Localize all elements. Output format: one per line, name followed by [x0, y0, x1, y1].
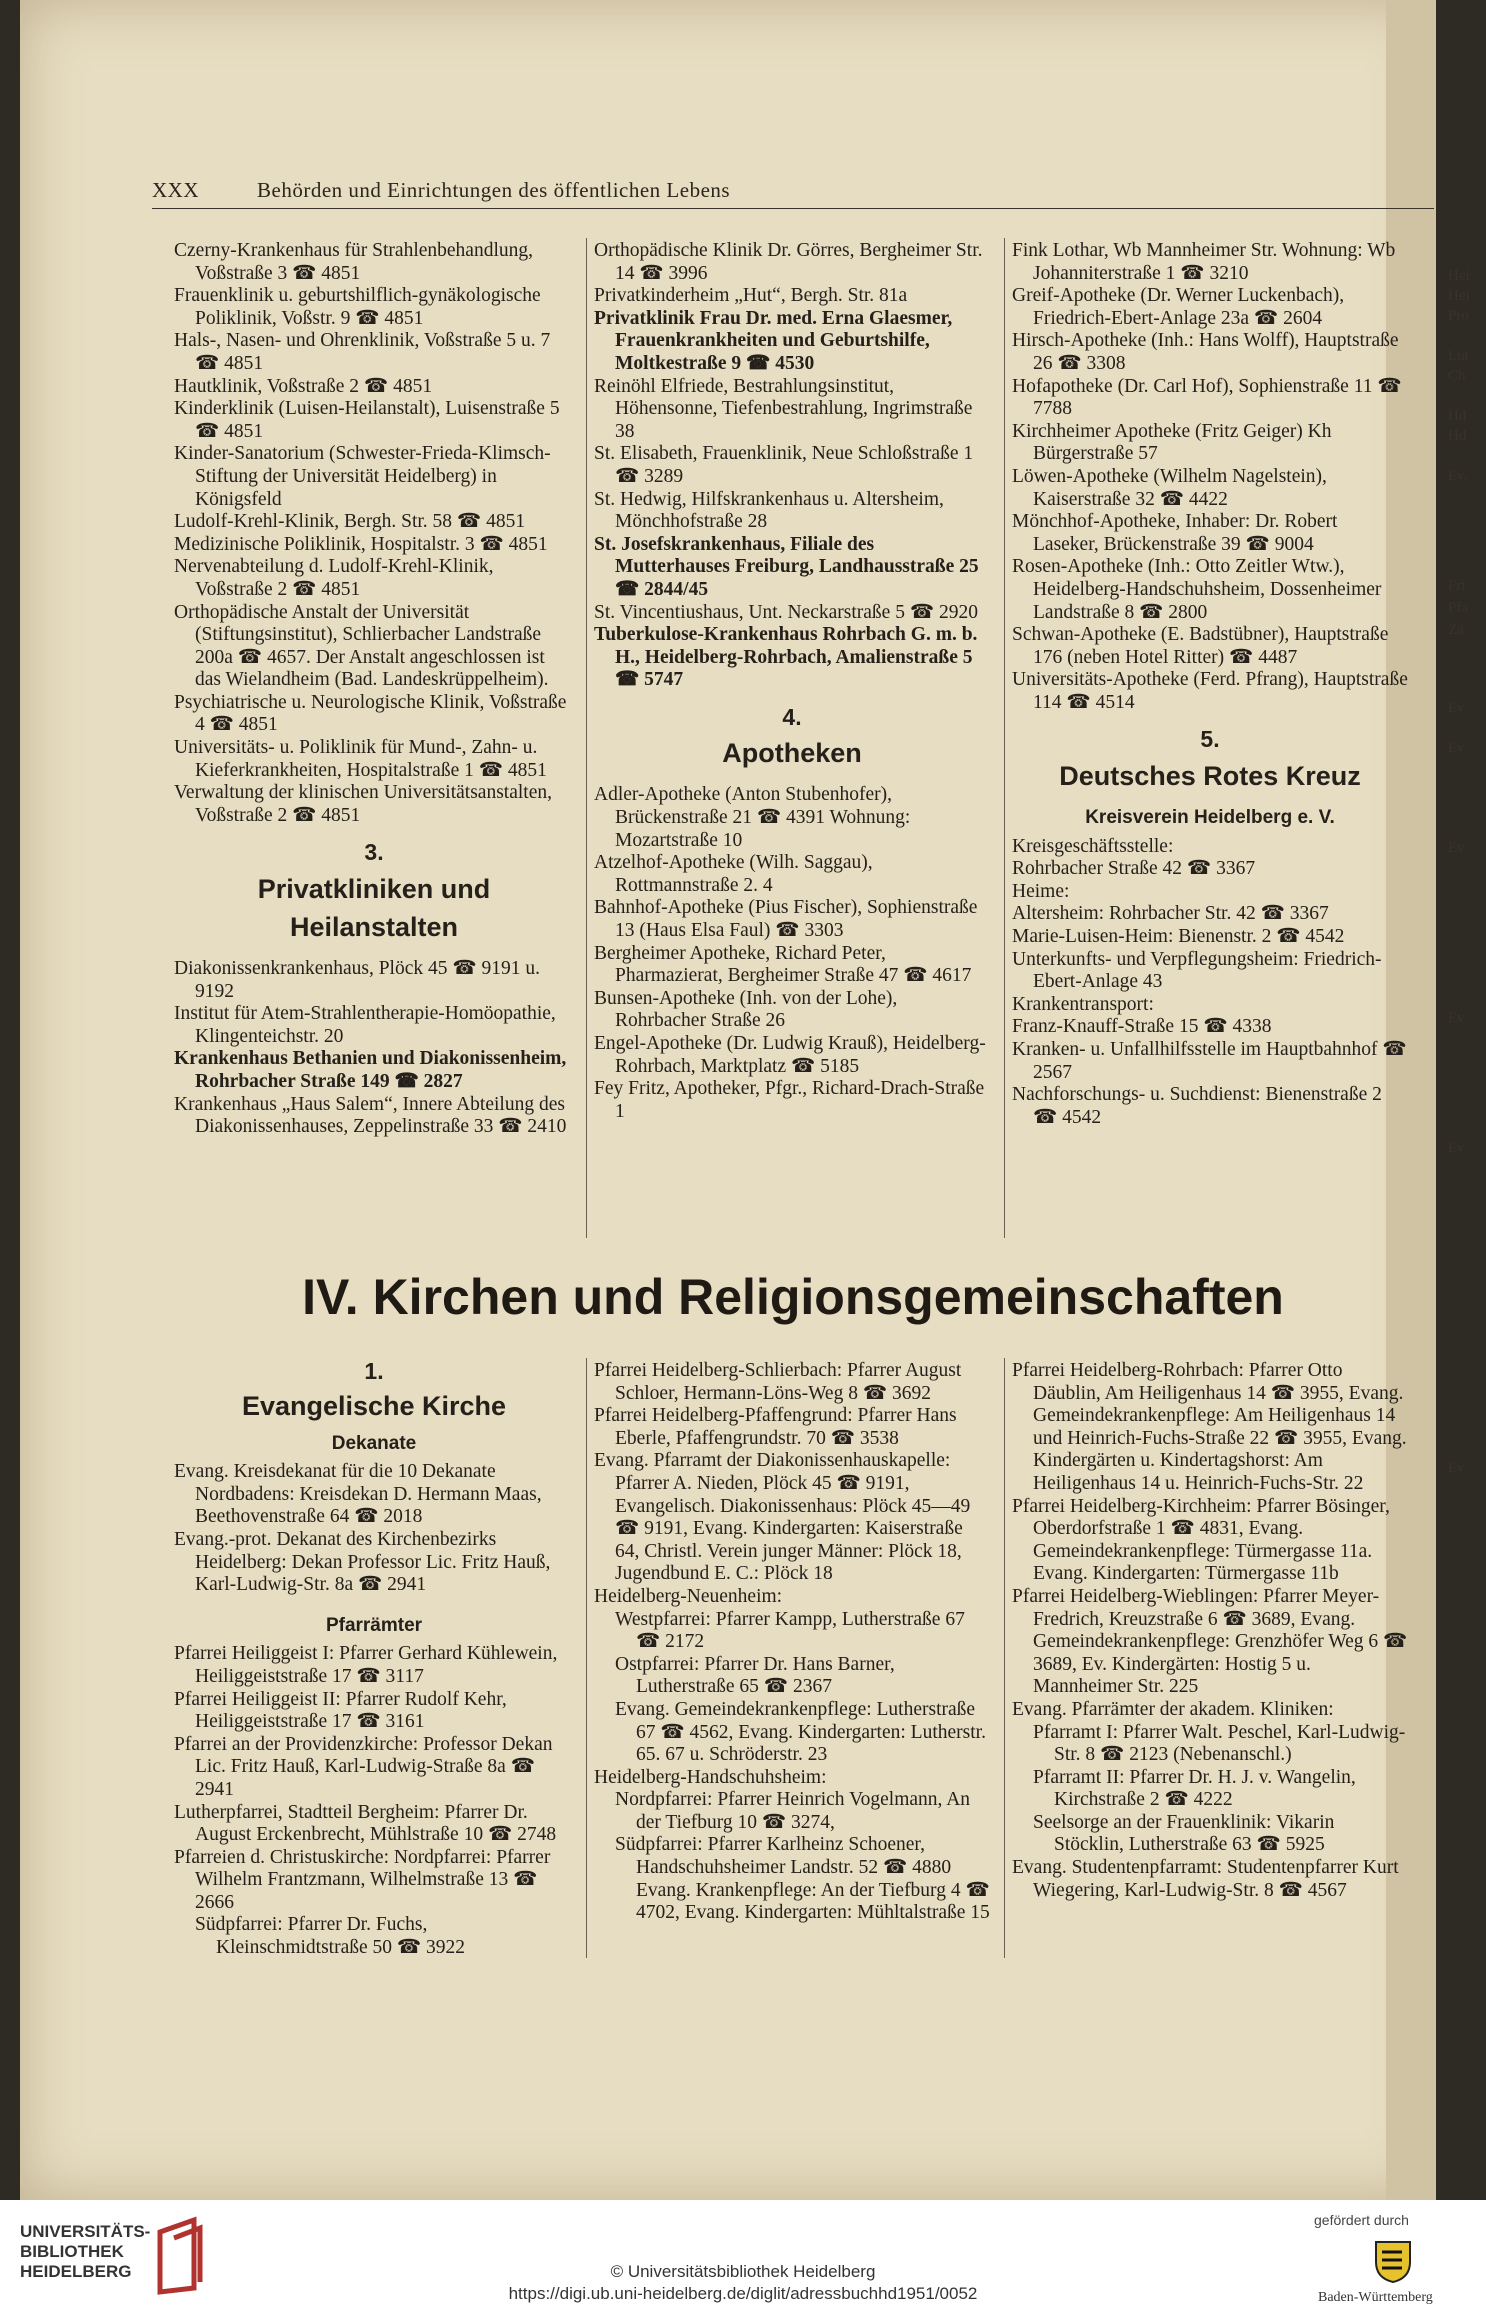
pharmacy-list-2 — [1012, 240, 1408, 714]
entry: Fey Fritz, Apotheker, Pfgr., Richard-Drach-Straße 1 — [594, 1078, 985, 1122]
entry: Pfarramt II: Pfarrer Dr. H. J. v. Wangelin, Kirchstraße 2 ☎ 4222 — [1033, 1766, 1356, 1811]
column-1 — [174, 240, 574, 1139]
red-cross-list — [1012, 836, 1408, 1130]
entry: Pfarrei Heidelberg-Rohrbach: Pfarrer Otto Däublin, Am Heiligenhaus 14 ☎ 3955, Evang. Gemeindekrankenpflege: Am Heiligenhaus 14 und Heinrich-Fuchs-Straße 22 ☎ 3955, Evang. Kindergärten u. Kindertagshorst: Am Heiligenhaus 14 u. Heinrich-Fuchs-Str. 22 — [1012, 1360, 1407, 1494]
entry: Rohrbacher Straße 42 ☎ 3367 — [1012, 858, 1256, 880]
entry: Institut für Atem-Strahlentherapie-Homöopathie, Klingenteichstr. 20 — [174, 1003, 556, 1047]
column-rule-3 — [586, 1358, 587, 1958]
copyright: © Universitätsbibliothek Heidelberg — [610, 2262, 876, 2281]
entry: Orthopädische Klinik Dr. Görres, Bergheimer Str. 14 ☎ 3996 — [594, 240, 983, 284]
page-fragment: Ev — [1448, 700, 1465, 716]
entry: Hautklinik, Voßstraße 2 ☎ 4851 — [174, 375, 433, 397]
column-5 — [594, 1360, 990, 1925]
entry: Bunsen-Apotheke (Inh. von der Lohe), Rohrbacher Straße 26 — [594, 987, 898, 1032]
page-fragment: Ev — [1448, 1140, 1465, 1156]
entry: Nervenabteilung d. Ludolf-Krehl-Klinik, Voßstraße 2 ☎ 4851 — [174, 556, 494, 600]
page-fragment: Hd — [1448, 428, 1467, 444]
entry: Reinöhl Elfriede, Bestrahlungsinstitut, Höhensonne, Tiefenbestrahlung, Ingrimstraße 38 — [594, 375, 973, 442]
entry: Privatkinderheim „Hut“, Bergh. Str. 81a — [594, 285, 908, 307]
bw-label: Baden-Württemberg — [1318, 2290, 1433, 2305]
section-1-number: 1. — [364, 1358, 384, 1384]
entry: Pfarrei Heidelberg-Pfaffengrund: Pfarrer Hans Eberle, Pfaffengrundstr. 70 ☎ 3538 — [594, 1405, 957, 1449]
page-fragment: Ev — [1448, 1010, 1465, 1026]
column-2 — [594, 240, 990, 1123]
pfarraemter-sublist — [174, 1914, 574, 1959]
entry: Kranken- u. Unfallhilfsstelle im Hauptbahnhof ☎ 2567 — [1012, 1039, 1407, 1083]
entry: Heime: — [1012, 880, 1070, 902]
entry: Psychiatrische u. Neurologische Klinik, Voßstraße 4 ☎ 4851 — [174, 691, 567, 736]
dekanate-title: Dekanate — [331, 1432, 417, 1454]
ub-line2: BIBLIOTHEK — [20, 2242, 124, 2261]
entry: Schwan-Apotheke (E. Badstübner), Hauptstraße 176 (neben Hotel Ritter) ☎ 4487 — [1012, 624, 1389, 668]
section-3-number: 3. — [364, 839, 384, 866]
entry: Kinderklinik (Luisen-Heilanstalt), Luisenstraße 5 ☎ 4851 — [174, 398, 560, 442]
page-fragment: Ev — [1448, 840, 1465, 856]
entry: Pfarrei Heiliggeist II: Pfarrer Rudolf Kehr, Heiliggeiststraße 17 ☎ 3161 — [174, 1688, 507, 1733]
entry: Hals-, Nasen- und Ohrenklinik, Voßstraße 5 u. 7 ☎ 4851 — [174, 330, 551, 374]
clinic-parish-list — [1012, 1722, 1408, 1858]
neuenheim-list — [594, 1609, 990, 1767]
parish-list-2 — [1012, 1360, 1408, 1722]
ub-line1: UNIVERSITÄTS- — [20, 2222, 151, 2241]
entry: Mönchhof-Apotheke, Inhaber: Dr. Robert Laseker, Brückenstraße 39 ☎ 9004 — [1012, 511, 1338, 555]
entry: Pfarrei Heiliggeist I: Pfarrer Gerhard Kühlewein, Heiliggeiststraße 17 ☎ 3117 — [174, 1643, 558, 1687]
page-fragment: Fri — [1448, 578, 1466, 594]
page-fragment: Ev — [1448, 1460, 1465, 1476]
column-rule-2 — [1004, 238, 1005, 1238]
page-number: XXX — [152, 178, 199, 202]
entry: St. Josefskrankenhaus, Filiale des Mutterhauses Freiburg, Landhausstraße 25 ☎ 2844/45 — [594, 533, 979, 600]
entry: Atzelhof-Apotheke (Wilh. Saggau), Rottmannstraße 2. 4 — [594, 852, 873, 896]
entry: Hirsch-Apotheke (Inh.: Hans Wolff), Hauptstraße 26 ☎ 3308 — [1012, 330, 1399, 374]
section-3-title — [174, 870, 574, 946]
entry: Pfarrei Heidelberg-Schlierbach: Pfarrer August Schloer, Hermann-Löns-Weg 8 ☎ 3692 — [594, 1360, 962, 1404]
page-fragment: Hd — [1448, 408, 1467, 424]
pharmacy-list — [594, 784, 990, 1123]
page-fragment: Hei — [1448, 268, 1470, 284]
entry: Greif-Apotheke (Dr. Werner Luckenbach), Friedrich-Ebert-Anlage 23a ☎ 2604 — [1012, 285, 1345, 329]
entry: Pfarrei an der Providenzkirche: Professor Dekan Lic. Fritz Hauß, Karl-Ludwig-Straße 8a ☎ 2941 — [174, 1733, 553, 1800]
entry: Westpfarrei: Pfarrer Kampp, Lutherstraße 67 ☎ 2172 — [615, 1608, 965, 1653]
source-url[interactable]: https://digi.ub.uni-heidelberg.de/diglit/adressbuchhd1951/0052 — [508, 2284, 978, 2303]
section-4-number: 4. — [782, 703, 802, 730]
column-4 — [174, 1360, 574, 1960]
entry: Krankentransport: — [1012, 993, 1154, 1015]
entry: Universitäts-Apotheke (Ferd. Pfrang), Hauptstraße 114 ☎ 4514 — [1012, 669, 1408, 713]
parish-list — [594, 1360, 990, 1586]
section-5-title: Deutsches Rotes Kreuz — [1059, 761, 1361, 792]
entry: Südpfarrei: Pfarrer Dr. Fuchs, Kleinschmidtstraße 50 ☎ 3922 — [195, 1914, 466, 1959]
entry: Pfarrei Heidelberg-Kirchheim: Pfarrer Bösinger, Oberdorfstraße 1 ☎ 4831, Evang. Gemeindekrankenpflege: Türmergasse 11a. Evang. Kindergarten: Türmergasse 11b — [1012, 1495, 1390, 1585]
page-fragment: Ev — [1448, 740, 1465, 756]
entry: Südpfarrei: Pfarrer Karlheinz Schoener, Handschuhsheimer Landstr. 52 ☎ 4880 Evang. Krankenpflege: An der Tiefburg 4 ☎ 4702, Evang. Kindergarten: Mühltalstraße 15 — [615, 1834, 990, 1924]
entry: Medizinische Poliklinik, Hospitalstr. 3 ☎ 4851 — [174, 533, 548, 555]
entry: Pfarreien d. Christuskirche: Nordpfarrei: Pfarrer Wilhelm Frantzmann, Wilhelmstraße 13 ☎ 2666 — [174, 1846, 551, 1913]
entry: Universitäts- u. Poliklinik für Mund-, Zahn- u. Kieferkrankheiten, Hospitalstraße 1 ☎ 4851 — [174, 737, 547, 781]
entry: Lutherpfarrei, Stadtteil Bergheim: Pfarrer Dr. August Erckenbrecht, Mühlstraße 10 ☎ 2748 — [174, 1801, 557, 1846]
page-fragment: Ch — [1448, 368, 1466, 384]
dekanate-list — [174, 1461, 574, 1597]
clinic-list — [174, 240, 574, 827]
entry: Rosen-Apotheke (Inh.: Otto Zeitler Wtw.), Heidelberg-Handschuhsheim, Dossenheimer Landstraße 8 ☎ 2800 — [1012, 556, 1382, 623]
pfarraemter-title: Pfarrämter — [325, 1614, 423, 1636]
entry: Engel-Apotheke (Dr. Ludwig Krauß), Heidelberg-Rohrbach, Marktplatz ☎ 5185 — [594, 1033, 986, 1077]
entry: Hofapotheke (Dr. Carl Hof), Sophienstraße 11 ☎ 7788 — [1012, 375, 1402, 420]
header-title: Behörden und Einrichtungen des öffentlichen Lebens — [257, 178, 731, 202]
entry: Diakonissenkrankenhaus, Plöck 45 ☎ 9191 u. 9192 — [174, 958, 541, 1002]
page-fragment: Pfa — [1448, 600, 1468, 616]
entry: Kreisgeschäftsstelle: — [1012, 835, 1174, 857]
entry: Krankenhaus Bethanien und Diakonissenheim, Rohrbacher Straße 149 ☎ 2827 — [174, 1048, 567, 1092]
part-iv-title: IV. Kirchen und Religionsgemeinschaften — [302, 1269, 1284, 1325]
clinic-list-2 — [594, 240, 990, 692]
entry: Nordpfarrei: Pfarrer Heinrich Vogelmann, An der Tiefburg 10 ☎ 3274, — [615, 1789, 971, 1833]
page-fragment: Ev. — [1448, 468, 1468, 484]
entry: Adler-Apotheke (Anton Stubenhofer), Brückenstraße 21 ☎ 4391 Wohnung: Mozartstraße 10 — [594, 784, 911, 851]
page-fragment: Zä — [1448, 622, 1464, 638]
entry: St. Hedwig, Hilfskrankenhaus u. Altersheim, Mönchhofstraße 28 — [594, 488, 944, 533]
column-6 — [1012, 1360, 1408, 1902]
entry: Evang. Studentenpfarramt: Studentenpfarrer Kurt Wiegering, Karl-Ludwig-Str. 8 ☎ 4567 — [1012, 1857, 1399, 1901]
column-rule-1 — [586, 238, 587, 1238]
entry: Seelsorge an der Frauenklinik: Vikarin Stöcklin, Lutherstraße 63 ☎ 5925 — [1033, 1811, 1335, 1856]
funding-label: gefördert durch — [1314, 2212, 1409, 2228]
entry: Frauenklinik u. geburtshilflich-gynäkologische Poliklinik, Voßstr. 9 ☎ 4851 — [174, 285, 541, 329]
entry: Ludolf-Krehl-Klinik, Bergh. Str. 58 ☎ 4851 — [174, 511, 526, 533]
entry: Bahnhof-Apotheke (Pius Fischer), Sophienstraße 13 (Haus Elsa Faul) ☎ 3303 — [594, 897, 978, 942]
column-3 — [1012, 240, 1408, 1129]
entry: Franz-Knauff-Straße 15 ☎ 4338 — [1012, 1016, 1272, 1038]
entry: Bergheimer Apotheke, Richard Peter, Pharmazierat, Bergheimer Straße 47 ☎ 4617 — [594, 942, 972, 987]
entry: St. Vincentiushaus, Unt. Neckarstraße 5 ☎ 2920 — [594, 601, 978, 623]
student-parish-list — [1012, 1857, 1408, 1902]
entry: St. Elisabeth, Frauenklinik, Neue Schloßstraße 1 ☎ 3289 — [594, 443, 974, 487]
entry: Ostpfarrei: Pfarrer Dr. Hans Barner, Lutherstraße 65 ☎ 2367 — [615, 1653, 895, 1698]
page-fragment: Pro — [1448, 308, 1469, 324]
entry: Unterkunfts- und Verpflegungsheim: Friedrich-Ebert-Anlage 43 — [1012, 948, 1382, 993]
entry: Evang. Pfarrämter der akadem. Kliniken: — [1012, 1698, 1334, 1720]
page-fragment: Lut — [1448, 348, 1469, 364]
entry: Orthopädische Anstalt der Universität (Stiftungsinstitut), Schlierbacher Landstraße 200a ☎ 4657. Der Anstalt angeschlossen ist das Wielandheim (Bad. Landeskrüppelheim). — [174, 601, 549, 691]
section-1-title: Evangelische Kirche — [241, 1390, 507, 1421]
section-4-title: Apotheken — [722, 738, 862, 769]
column-rule-4 — [1004, 1358, 1005, 1958]
handschuhsheim-heading: Heidelberg-Handschuhsheim: — [594, 1766, 827, 1788]
page-fragment: Hei — [1448, 288, 1470, 304]
bw-coat-of-arms-icon — [1368, 2236, 1418, 2284]
section-3-title-line1: Privatkliniken und — [257, 874, 491, 905]
entry: Privatklinik Frau Dr. med. Erna Glaesmer, Frauenkrankheiten und Geburtshilfe, Moltkestraße 9 ☎ 4530 — [594, 307, 953, 374]
neuenheim-heading: Heidelberg-Neuenheim: — [594, 1585, 783, 1607]
entry: Evang. Gemeindekrankenpflege: Lutherstraße 67 ☎ 4562, Evang. Kindergarten: Lutherstr. 65. 67 u. Schröderstr. 23 — [615, 1698, 986, 1766]
entry: Löwen-Apotheke (Wilhelm Nagelstein), Kaiserstraße 32 ☎ 4422 — [1012, 465, 1327, 510]
entry: Evang. Pfarramt der Diakonissenhauskapelle: Pfarrer A. Nieden, Plöck 45 ☎ 9191, Evangelisch. Diakonissenhaus: Plöck 45—49 ☎ 9191, Evang. Kindergarten: Kaiserstraße 64, Christl. Verein junger Männer: Plöck 18, Jugendbund E. C.: Plöck 18 — [594, 1450, 971, 1585]
section-5-number: 5. — [1200, 726, 1220, 753]
running-header — [152, 178, 1442, 203]
section-5-subtitle: Kreisverein Heidelberg e. V. — [1085, 807, 1335, 829]
private-clinic-list — [174, 958, 574, 1139]
entry: Altersheim: Rohrbacher Str. 42 ☎ 3367 — [1012, 903, 1329, 925]
entry: Evang. Kreisdekanat für die 10 Dekanate Nordbadens: Kreisdekan D. Hermann Maas, Beethovenstraße 64 ☎ 2018 — [174, 1461, 542, 1528]
entry: Nachforschungs- u. Suchdienst: Bienenstraße 2 ☎ 4542 — [1012, 1084, 1382, 1128]
section-3-title-line2: Heilanstalten — [289, 912, 459, 943]
entry: Marie-Luisen-Heim: Bienenstr. 2 ☎ 4542 — [1012, 926, 1345, 948]
entry: Verwaltung der klinischen Universitätsanstalten, Voßstraße 2 ☎ 4851 — [174, 782, 552, 826]
entry: Kinder-Sanatorium (Schwester-Frieda-Klimsch-Stiftung der Universität Heidelberg) in Königsfeld — [174, 443, 551, 510]
pfarraemter-list — [174, 1643, 574, 1914]
ub-line3: HEIDELBERG — [20, 2262, 132, 2281]
entry: Fink Lothar, Wb Mannheimer Str. Wohnung: Wb Johanniterstraße 1 ☎ 3210 — [1012, 240, 1396, 284]
entry: Pfarramt I: Pfarrer Walt. Peschel, Karl-Ludwig-Str. 8 ☎ 2123 (Nebenanschl.) — [1033, 1721, 1406, 1766]
entry: Tuberkulose-Krankenhaus Rohrbach G. m. b. H., Heidelberg-Rohrbach, Amalienstraße 5 ☎ 5747 — [594, 624, 978, 691]
entry: Kirchheimer Apotheke (Fritz Geiger) Kh Bürgerstraße 57 — [1012, 420, 1332, 465]
handschuhsheim-list — [594, 1789, 990, 1925]
entry: Czerny-Krankenhaus für Strahlenbehandlung, Voßstraße 3 ☎ 4851 — [174, 240, 534, 284]
entry: Pfarrei Heidelberg-Wieblingen: Pfarrer Meyer-Fredrich, Kreuzstraße 6 ☎ 3689, Evang. Gemeindekrankenpflege: Grenzhöfer Weg 6 ☎ 3689, Ev. Kindergärten: Hostig 5 u. Mannheimer Str. 225 — [1012, 1585, 1408, 1698]
entry: Evang.-prot. Dekanat des Kirchenbezirks Heidelberg: Dekan Professor Lic. Fritz Hauß, Karl-Ludwig-Str. 8a ☎ 2941 — [174, 1528, 551, 1596]
entry: Krankenhaus „Haus Salem“, Innere Abteilung des Diakonissenhauses, Zeppelinstraße 33 ☎ 2410 — [174, 1093, 567, 1138]
header-rule — [152, 208, 1434, 209]
